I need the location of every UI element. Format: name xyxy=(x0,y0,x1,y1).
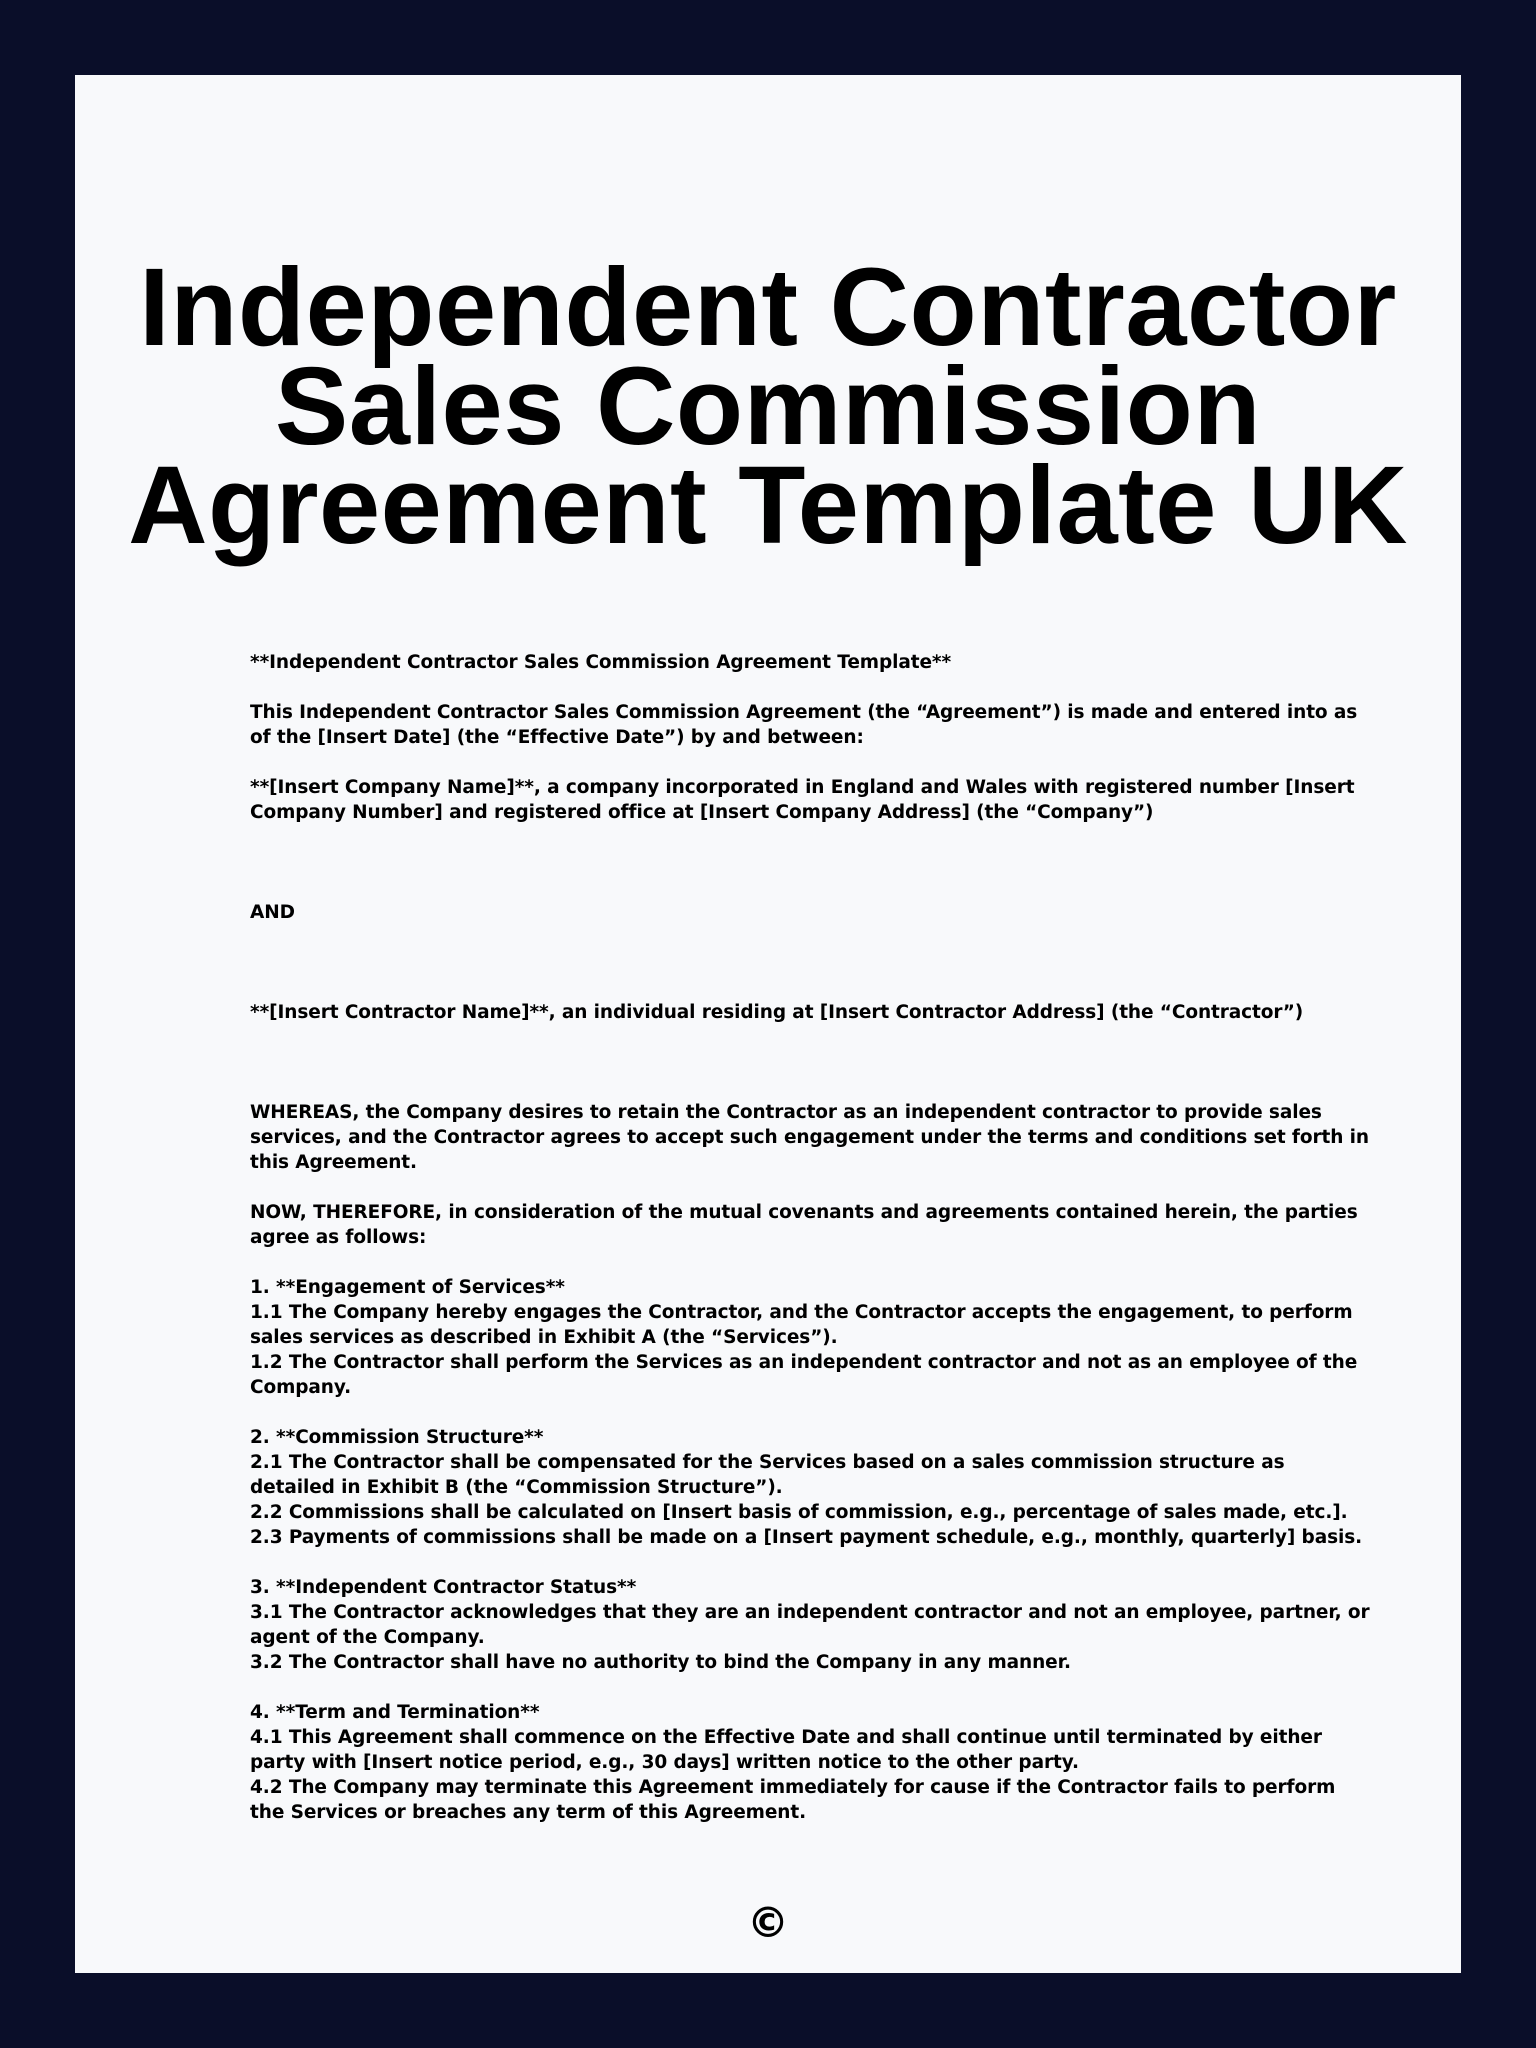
body-text-line: this Agreement. xyxy=(250,1152,417,1173)
body-text-line: 2. **Commission Structure** xyxy=(250,1427,544,1448)
body-text-line: 2.2 Commissions shall be calculated on [Insert basis of commission, e.g., percentage of sales made, etc.]. xyxy=(250,1502,1348,1523)
blank-line xyxy=(250,875,1310,900)
body-text-line: **[Insert Company Name]**, a company incorporated in England and Wales with registered number [Insert xyxy=(250,777,1355,798)
title-line: Independent Contractor xyxy=(139,246,1397,369)
document-title xyxy=(75,246,1461,567)
body-text-line: the Services or breaches any term of this Agreement. xyxy=(250,1802,807,1823)
blank-line xyxy=(250,1075,1310,1100)
title-line: Agreement Template UK xyxy=(128,444,1408,567)
body-text-line: of the [Insert Date] (the “Effective Date”) by and between: xyxy=(250,727,864,748)
body-text-line: Company Number] and registered office at [Insert Company Address] (the “Company”) xyxy=(250,802,1154,823)
blank-line xyxy=(250,925,1310,950)
blank-line xyxy=(250,950,1310,975)
body-text-line: 1.2 The Contractor shall perform the Services as an independent contractor and not as an employee of the xyxy=(250,1352,1358,1373)
body-text-line: services, and the Contractor agrees to accept such engagement under the terms and conditions set forth in xyxy=(250,1127,1369,1148)
blank-line xyxy=(250,1050,1310,1075)
blank-line xyxy=(250,750,1310,775)
body-text-line: 1.1 The Company hereby engages the Contractor, and the Contractor accepts the engagement, to perform xyxy=(250,1302,1353,1323)
document-page xyxy=(75,75,1461,1973)
blank-line xyxy=(250,1025,1310,1050)
blank-line xyxy=(250,1550,1310,1575)
body-text-line: 1. **Engagement of Services** xyxy=(250,1277,565,1298)
body-text-line: agent of the Company. xyxy=(250,1627,485,1648)
document-body xyxy=(250,650,1370,1825)
blank-line xyxy=(250,1175,1310,1200)
body-text-line: 2.3 Payments of commissions shall be made on a [Insert payment schedule, e.g., monthly, quarterly] basis. xyxy=(250,1527,1363,1548)
blank-line xyxy=(250,975,1310,1000)
body-text-line: **[Insert Contractor Name]**, an individual residing at [Insert Contractor Address] (the “Contractor”) xyxy=(250,1002,1304,1023)
blank-line xyxy=(250,1400,1310,1425)
body-text-line: Company. xyxy=(250,1377,352,1398)
body-text-line: WHEREAS, the Company desires to retain the Contractor as an independent contractor to provide sales xyxy=(250,1102,1322,1123)
body-text-line: agree as follows: xyxy=(250,1227,427,1248)
body-text-line: AND xyxy=(250,902,295,923)
body-text-line: 4.2 The Company may terminate this Agreement immediately for cause if the Contractor fails to perform xyxy=(250,1777,1336,1798)
body-text-line: 3.2 The Contractor shall have no authority to bind the Company in any manner. xyxy=(250,1652,1071,1673)
body-text-line: detailed in Exhibit B (the “Commission Structure”). xyxy=(250,1477,783,1498)
body-text-line: 4.1 This Agreement shall commence on the Effective Date and shall continue until terminated by either xyxy=(250,1727,1322,1748)
body-text-line: party with [Insert notice period, e.g., 30 days] written notice to the other party. xyxy=(250,1752,1079,1773)
body-text-line: 3.1 The Contractor acknowledges that they are an independent contractor and not an employee, partner, or xyxy=(250,1602,1370,1623)
body-text-line: NOW, THEREFORE, in consideration of the mutual covenants and agreements contained herein, the parties xyxy=(250,1202,1358,1223)
blank-line xyxy=(250,825,1310,850)
blank-line xyxy=(250,675,1310,700)
blank-line xyxy=(250,850,1310,875)
body-text-line: sales services as described in Exhibit A (the “Services”). xyxy=(250,1327,838,1348)
body-text-line: 2.1 The Contractor shall be compensated for the Services based on a sales commission structure as xyxy=(250,1452,1285,1473)
body-text-line: This Independent Contractor Sales Commission Agreement (the “Agreement”) is made and entered into as xyxy=(250,702,1358,723)
title-line: Sales Commission xyxy=(274,345,1262,468)
blank-line xyxy=(250,1675,1310,1700)
body-text-line: 3. **Independent Contractor Status** xyxy=(250,1577,637,1598)
body-text-line: **Independent Contractor Sales Commission Agreement Template** xyxy=(250,652,952,673)
blank-line xyxy=(250,1250,1310,1275)
copyright-symbol: © xyxy=(747,1898,789,1947)
body-text-line: 4. **Term and Termination** xyxy=(250,1702,540,1723)
